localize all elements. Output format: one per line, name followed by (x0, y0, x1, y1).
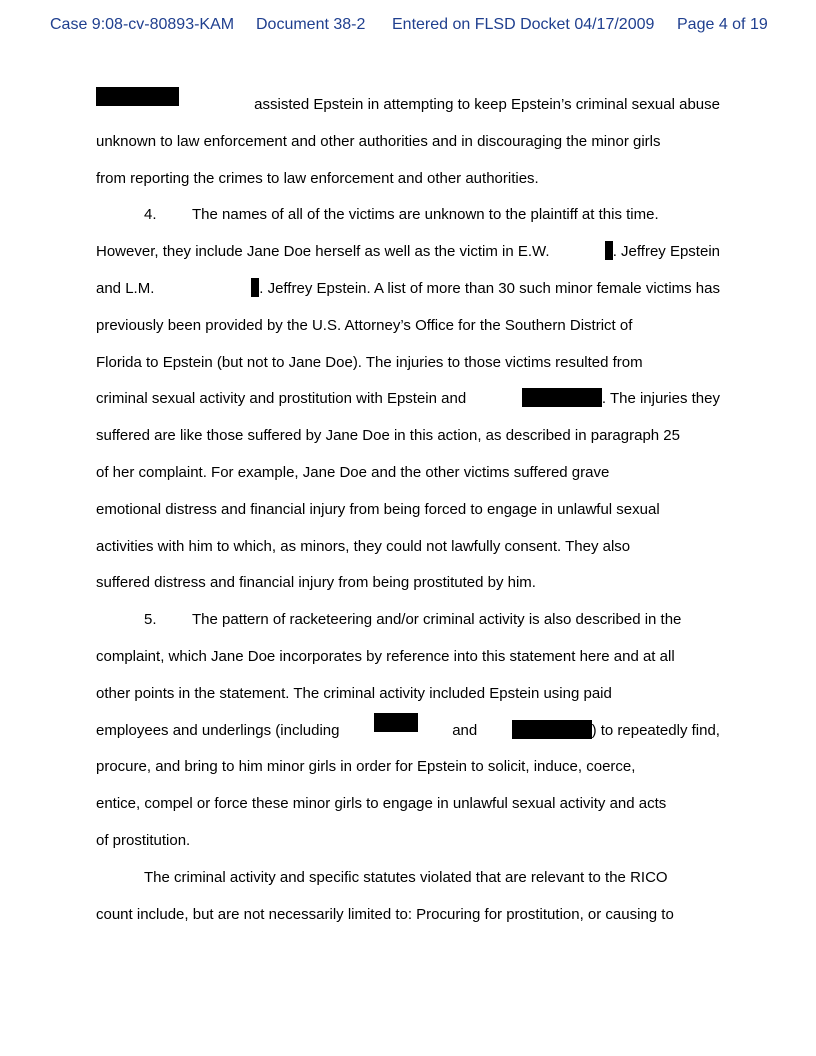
text-line: other points in the statement. The criminal activity included Epstein using paid (96, 684, 612, 702)
case-number: Case 9:08-cv-80893-KAM (50, 16, 235, 33)
text-line: suffered distress and financial injury from being prostituted by him. (96, 574, 536, 592)
text-line: employees and underlings (including and ) to repeatedly find, (96, 713, 720, 750)
text-line: of her complaint. For example, Jane Doe and the other victims suffered grave (96, 463, 610, 481)
text-line: from reporting the crimes to law enforcement and other authorities. (96, 169, 539, 187)
text-line: complaint, which Jane Doe incorporates by reference into this statement here and at all (96, 647, 675, 665)
paragraph-4-start: 4. The names of all of the victims are unknown to the plaintiff at this time. (96, 197, 720, 234)
text-line: The criminal activity and specific statutes violated that are relevant to the RICO (144, 868, 668, 886)
document-body (96, 87, 720, 933)
redaction-block (374, 713, 418, 732)
text-line: entice, compel or force these minor girls to engage in unlawful sexual activity and acts (96, 795, 667, 813)
text-line: of prostitution. (96, 831, 191, 849)
text-line: previously been provided by the U.S. Attorney’s Office for the Southern District of (96, 316, 633, 334)
text-line: procure, and bring to him minor girls in order for Epstein to solicit, induce, coerce, (96, 758, 636, 776)
text-line: and L.M. . Jeffrey Epstein. A list of more than 30 such minor female victims has (96, 279, 720, 297)
text-line: count include, but are not necessarily limited to: Procuring for prostitution, or causing to (96, 905, 674, 923)
text-line: However, they include Jane Doe herself as well as the victim in E.W. . Jeffrey Epstein (96, 243, 720, 261)
paragraph-number: 4. (144, 206, 157, 224)
text-line: criminal sexual activity and prostitution with Epstein and . The injuries they (96, 390, 720, 408)
redaction-block (96, 87, 179, 106)
text-line: activities with him to which, as minors, they could not lawfully consent. They also (96, 537, 631, 555)
page-number: Page 4 of 19 (677, 16, 768, 33)
paragraph-number: 5. (144, 611, 157, 629)
redaction-block (512, 720, 592, 739)
text-line: Florida to Epstein (but not to Jane Doe). The injuries to those victims resulted from (96, 353, 643, 371)
text-line: assisted Epstein in attempting to keep Epstein’s criminal sexual abuse (96, 87, 720, 124)
docket-header (0, 16, 816, 40)
document-number: Document 38-2 (256, 16, 366, 33)
text-line: suffered are like those suffered by Jane Doe in this action, as described in paragraph 25 (96, 427, 680, 445)
text-line: emotional distress and financial injury from being forced to engage in unlawful sexual (96, 500, 660, 518)
docket-entry-date: Entered on FLSD Docket 04/17/2009 (392, 16, 655, 33)
redaction-block (605, 241, 613, 260)
redaction-block (522, 388, 602, 407)
text-line: unknown to law enforcement and other authorities and in discouraging the minor girls (96, 132, 661, 150)
paragraph-5-start: 5. The pattern of racketeering and/or criminal activity is also described in the (96, 602, 720, 639)
